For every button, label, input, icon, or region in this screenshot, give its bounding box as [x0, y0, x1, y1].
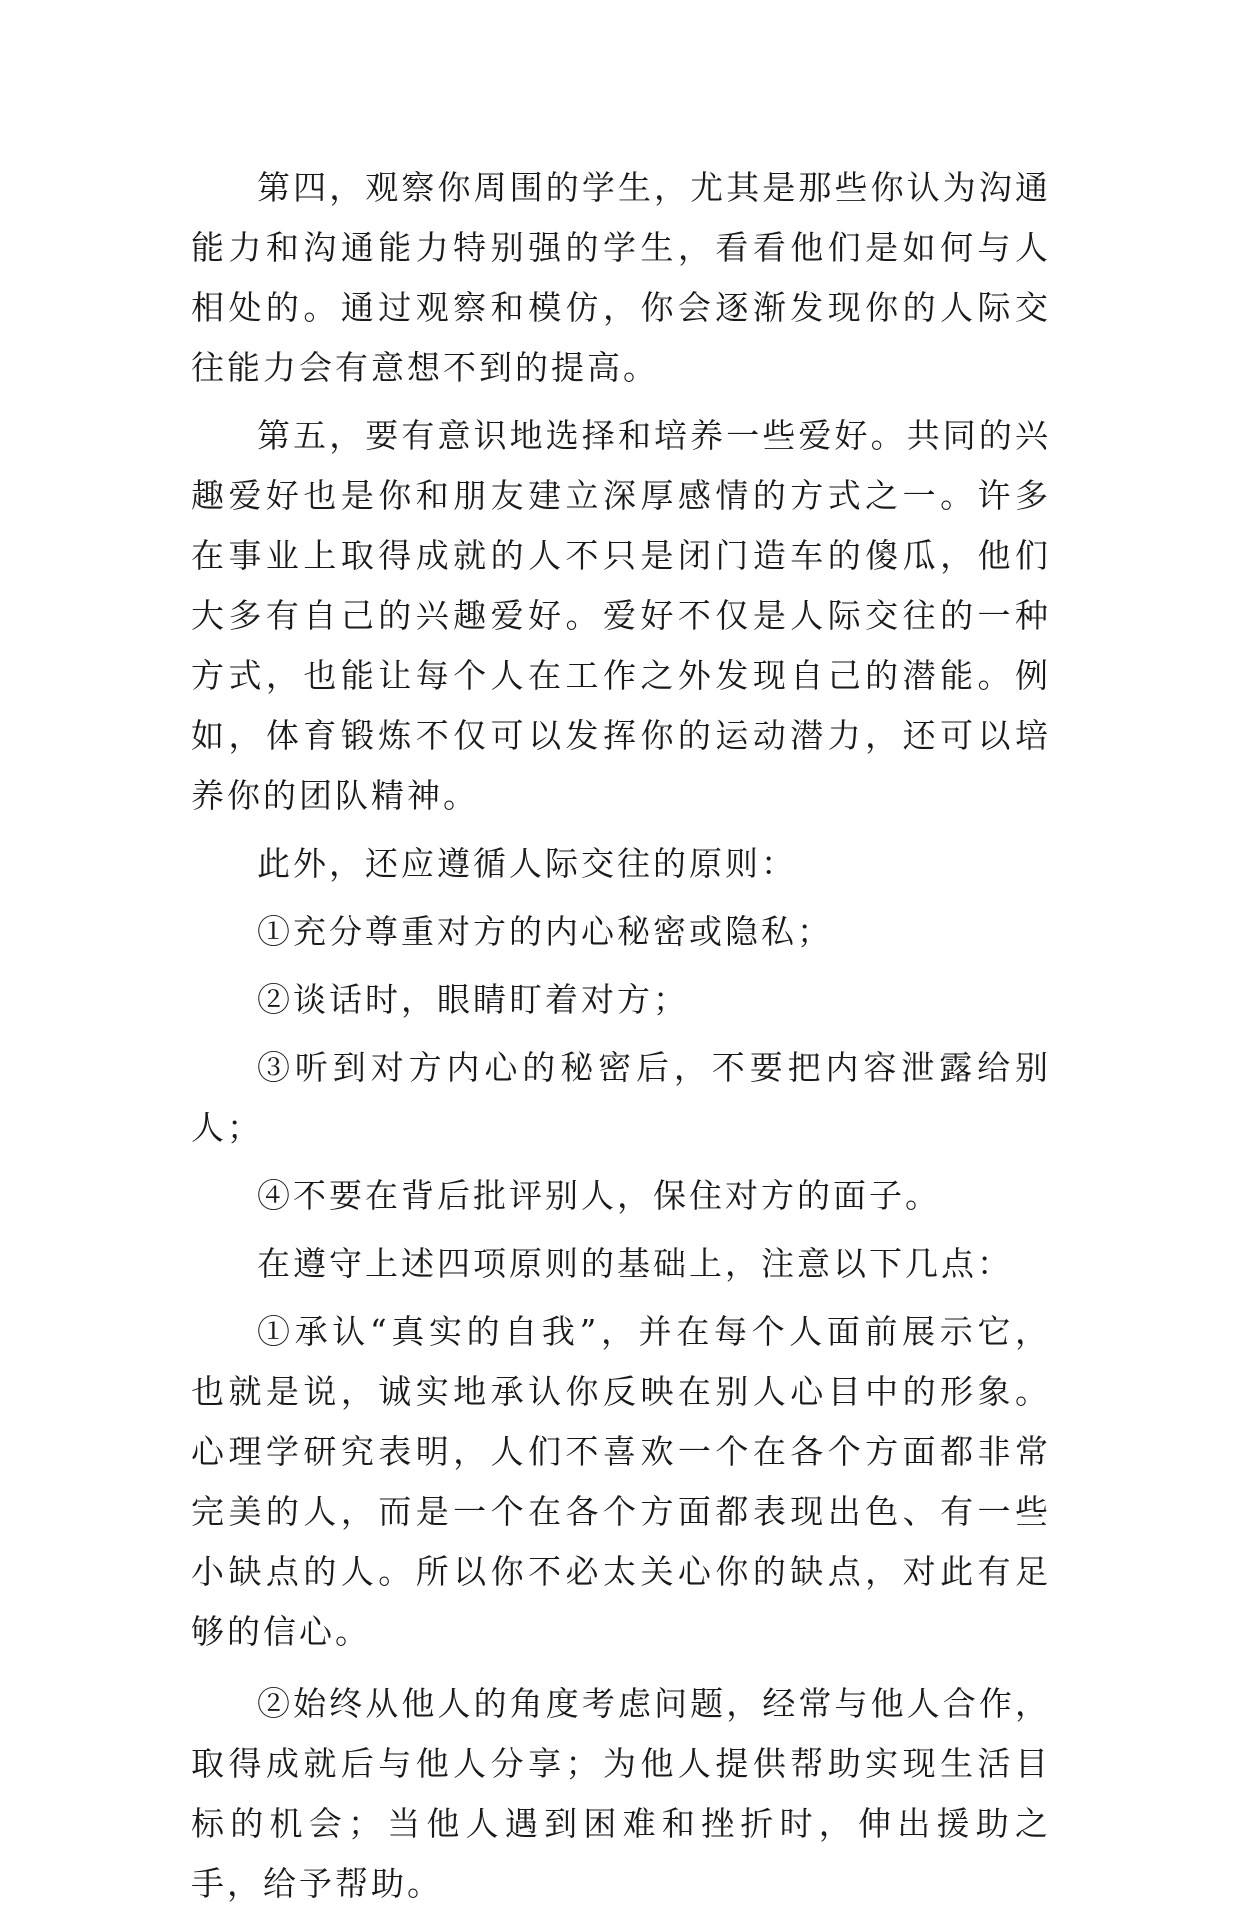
principle-item-1: ①充分尊重对方的内心秘密或隐私； — [257, 912, 833, 951]
document-page — [191, 158, 1051, 1922]
principle-item-4: ④不要在背后批评别人，保住对方的面子。 — [257, 1176, 941, 1215]
point-item-2: ②始终从他人的角度考虑问题，经常与他人合作，取得成就后与他人分享；为他人提供帮助实现生活目标的机会；当他人遇到困难和挫折时，伸出援助之手，给予帮助。 — [191, 1684, 1051, 1903]
paragraph-fourth-point: 第四，观察你周围的学生，尤其是那些你认为沟通能力和沟通能力特别强的学生，看看他们是如何与人相处的。通过观察和模仿，你会逐渐发现你的人际交往能力会有意想不到的提高。 — [191, 168, 1051, 387]
principle-item-2: ②谈话时，眼睛盯着对方； — [257, 980, 689, 1019]
paragraph-fifth-point: 第五，要有意识地选择和培养一些爱好。共同的兴趣爱好也是你和朋友建立深厚感情的方式之一。许多在事业上取得成就的人不只是闭门造车的傻瓜，他们大多有自己的兴趣爱好。爱好不仅是人际交往的一种方式，也能让每个人在工作之外发现自己的潜能。例如，体育锻炼不仅可以发挥你的运动潜力，还可以培养你的团队精神。 — [191, 416, 1051, 815]
principle-item-3: ③听到对方内心的秘密后，不要把内容泄露给别人； — [191, 1048, 1051, 1147]
paragraph-points-intro: 在遵守上述四项原则的基础上，注意以下几点： — [257, 1244, 1013, 1283]
paragraph-principles-intro: 此外，还应遵循人际交往的原则： — [257, 844, 797, 883]
point-item-1: ①承认“真实的自我”，并在每个人面前展示它，也就是说，诚实地承认你反映在别人心目中的形象。心理学研究表明，人们不喜欢一个在各个方面都非常完美的人，而是一个在各个方面都表现出色、有一些小缺点的人。所以你不必太关心你的缺点，对此有足够的信心。 — [191, 1312, 1051, 1651]
